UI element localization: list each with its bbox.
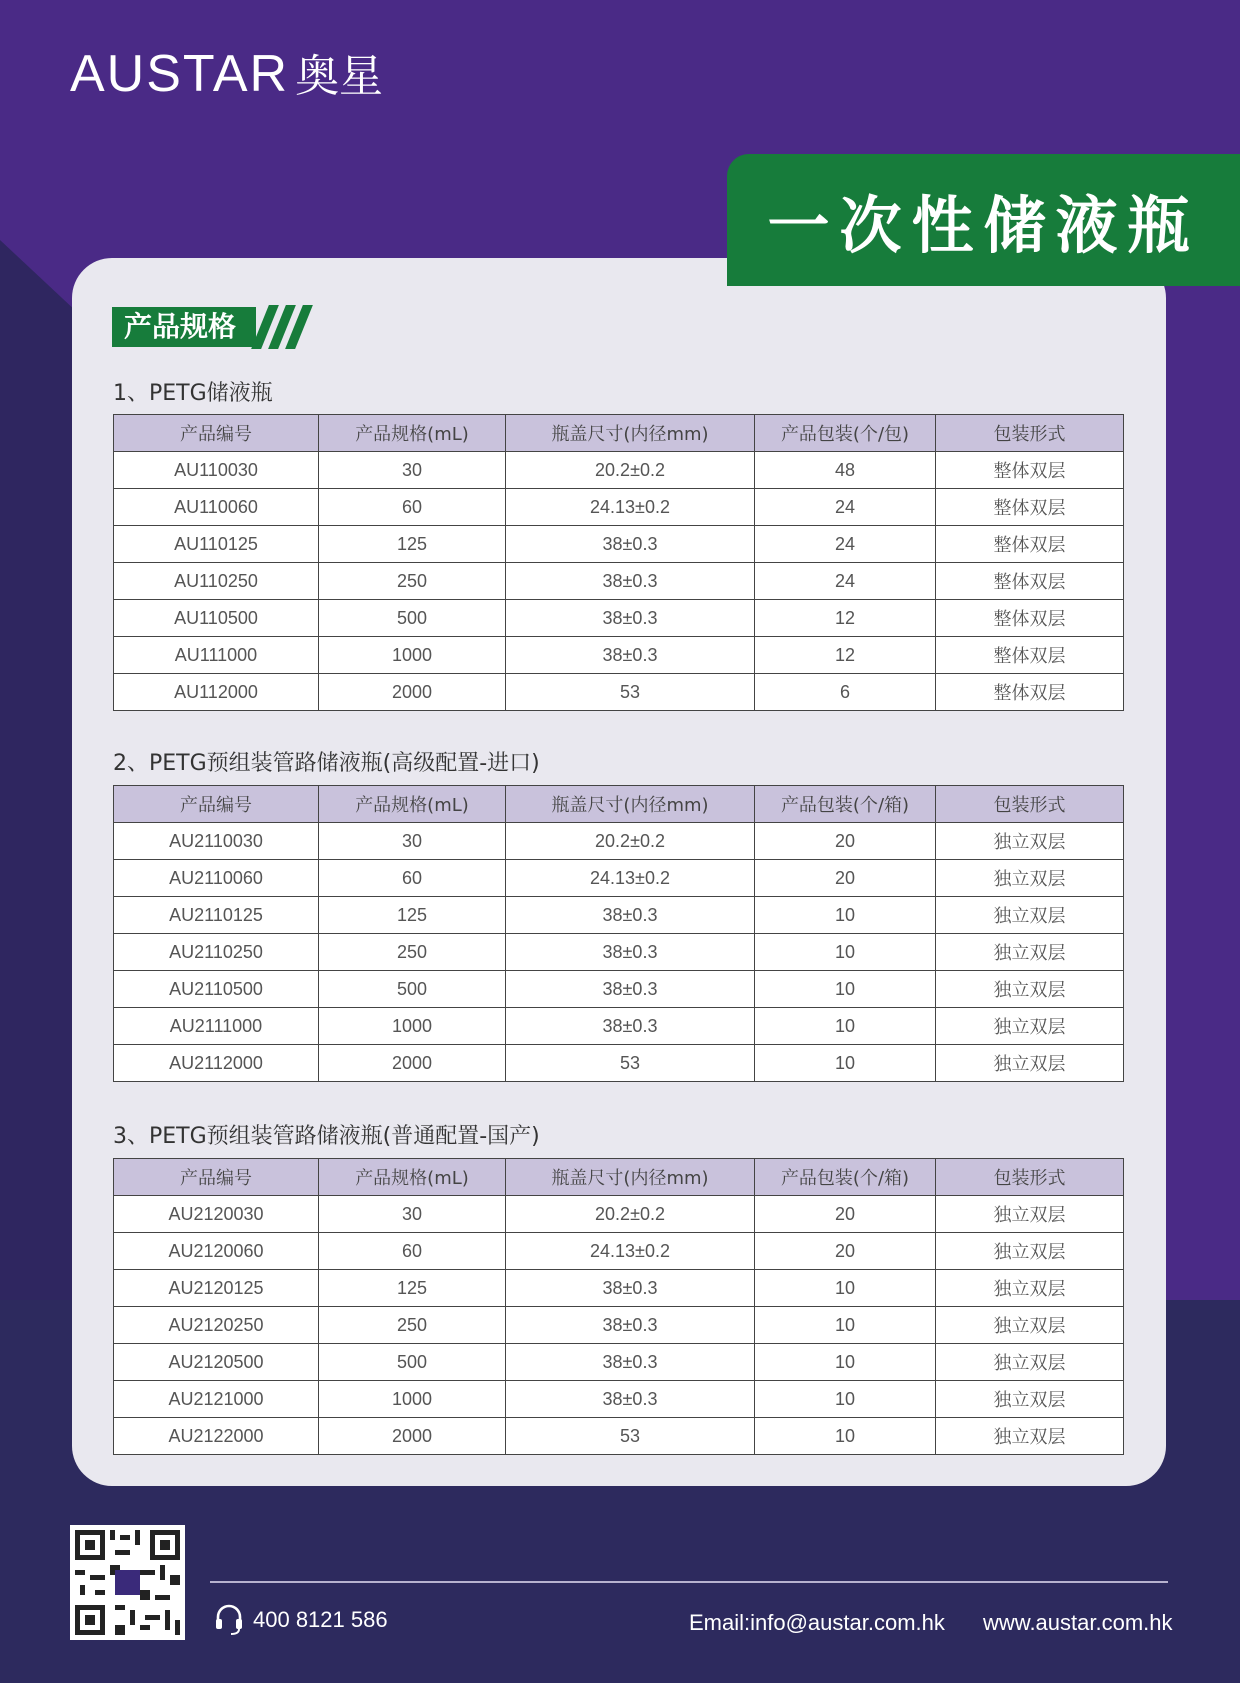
- table-cell: 125: [319, 1270, 506, 1307]
- table-cell: AU110060: [114, 489, 319, 526]
- spec-table-2: [113, 785, 1124, 1082]
- table-row: [114, 1307, 1124, 1344]
- section-title-2: 2、PETG预组装管路储液瓶(高级配置-进口): [113, 751, 540, 776]
- table-cell: AU2120125: [114, 1270, 319, 1307]
- table-cell: 53: [506, 1045, 755, 1082]
- table-row: [114, 600, 1124, 637]
- column-header: 瓶盖尺寸(内径mm): [506, 415, 755, 452]
- table-cell: 10: [755, 934, 936, 971]
- table-header-row: [114, 1159, 1124, 1196]
- column-header: 产品规格(mL): [319, 786, 506, 823]
- table-cell: 30: [319, 823, 506, 860]
- table-cell: AU2120030: [114, 1196, 319, 1233]
- table-row: [114, 823, 1124, 860]
- table-cell: AU2120060: [114, 1233, 319, 1270]
- spec-table-1: [113, 414, 1124, 711]
- table-cell: AU110030: [114, 452, 319, 489]
- table-cell: 整体双层: [936, 526, 1124, 563]
- table-cell: 53: [506, 1418, 755, 1455]
- table-cell: 10: [755, 897, 936, 934]
- column-header: 产品包装(个/箱): [755, 1159, 936, 1196]
- table-cell: AU2111000: [114, 1008, 319, 1045]
- table-cell: 500: [319, 600, 506, 637]
- spec-tag-label: 产品规格: [112, 307, 256, 347]
- table-cell: 12: [755, 637, 936, 674]
- table-row: [114, 526, 1124, 563]
- table-row: [114, 452, 1124, 489]
- table-row: [114, 563, 1124, 600]
- table-cell: 1000: [319, 1381, 506, 1418]
- table-cell: AU2112000: [114, 1045, 319, 1082]
- table-cell: AU110500: [114, 600, 319, 637]
- table-cell: 6: [755, 674, 936, 711]
- page-title: 一次性储液瓶: [767, 188, 1200, 262]
- column-header: 瓶盖尺寸(内径mm): [506, 1159, 755, 1196]
- table-cell: AU112000: [114, 674, 319, 711]
- table-cell: 20.2±0.2: [506, 823, 755, 860]
- table-cell: 24.13±0.2: [506, 860, 755, 897]
- table-cell: 38±0.3: [506, 1270, 755, 1307]
- footer-divider: [210, 1581, 1168, 1583]
- table-cell: 38±0.3: [506, 526, 755, 563]
- table-cell: 38±0.3: [506, 1008, 755, 1045]
- table-cell: 10: [755, 1270, 936, 1307]
- table-cell: 24: [755, 526, 936, 563]
- table-cell: 整体双层: [936, 674, 1124, 711]
- table-cell: 60: [319, 1233, 506, 1270]
- table-row: [114, 1270, 1124, 1307]
- table-cell: 20.2±0.2: [506, 1196, 755, 1233]
- table-cell: 10: [755, 1307, 936, 1344]
- table-row: [114, 489, 1124, 526]
- table-cell: 10: [755, 1045, 936, 1082]
- table-row: [114, 1381, 1124, 1418]
- column-header: 产品包装(个/箱): [755, 786, 936, 823]
- table-cell: 独立双层: [936, 823, 1124, 860]
- table-row: [114, 1233, 1124, 1270]
- table-cell: 24.13±0.2: [506, 1233, 755, 1270]
- table-cell: 独立双层: [936, 860, 1124, 897]
- table-cell: 38±0.3: [506, 1381, 755, 1418]
- table-cell: 2000: [319, 674, 506, 711]
- table-cell: 24: [755, 489, 936, 526]
- table-header-row: [114, 786, 1124, 823]
- table-cell: 38±0.3: [506, 971, 755, 1008]
- spec-table-3: [113, 1158, 1124, 1455]
- table-cell: 20: [755, 860, 936, 897]
- table-cell: 250: [319, 1307, 506, 1344]
- table-cell: 20: [755, 1233, 936, 1270]
- table-cell: 10: [755, 1008, 936, 1045]
- column-header: 瓶盖尺寸(内径mm): [506, 786, 755, 823]
- table-cell: 500: [319, 1344, 506, 1381]
- table-cell: 38±0.3: [506, 600, 755, 637]
- section-title-3: 3、PETG预组装管路储液瓶(普通配置-国产): [113, 1124, 540, 1149]
- table-cell: 48: [755, 452, 936, 489]
- table-cell: 独立双层: [936, 1045, 1124, 1082]
- table-cell: 独立双层: [936, 1196, 1124, 1233]
- table-cell: 30: [319, 452, 506, 489]
- table-row: [114, 971, 1124, 1008]
- table-cell: AU2110500: [114, 971, 319, 1008]
- table-cell: 12: [755, 600, 936, 637]
- column-header: 产品包装(个/包): [755, 415, 936, 452]
- table-cell: 2000: [319, 1418, 506, 1455]
- table-cell: AU2122000: [114, 1418, 319, 1455]
- table-cell: 38±0.3: [506, 1344, 755, 1381]
- table-cell: 独立双层: [936, 1233, 1124, 1270]
- table-cell: 独立双层: [936, 897, 1124, 934]
- logo-en: AUSTAR: [70, 45, 290, 103]
- table-cell: 38±0.3: [506, 563, 755, 600]
- table-cell: 53: [506, 674, 755, 711]
- table-cell: 独立双层: [936, 1381, 1124, 1418]
- table-row: [114, 1196, 1124, 1233]
- table-cell: 独立双层: [936, 1344, 1124, 1381]
- table-row: [114, 1418, 1124, 1455]
- table-cell: 20.2±0.2: [506, 452, 755, 489]
- section-title-1: 1、PETG储液瓶: [113, 381, 273, 406]
- table-cell: 独立双层: [936, 1008, 1124, 1045]
- table-cell: 38±0.3: [506, 897, 755, 934]
- table-cell: 整体双层: [936, 489, 1124, 526]
- table-row: [114, 637, 1124, 674]
- logo-cn: 奥星: [295, 51, 384, 102]
- table-cell: 整体双层: [936, 637, 1124, 674]
- table-cell: 1000: [319, 637, 506, 674]
- table-cell: AU2110030: [114, 823, 319, 860]
- table-row: [114, 1344, 1124, 1381]
- table-row: [114, 934, 1124, 971]
- column-header: 包装形式: [936, 1159, 1124, 1196]
- qr-code-icon: [70, 1525, 185, 1640]
- column-header: 产品编号: [114, 1159, 319, 1196]
- table-row: [114, 674, 1124, 711]
- spec-tag: [112, 307, 304, 347]
- table-cell: 60: [319, 860, 506, 897]
- table-cell: 整体双层: [936, 563, 1124, 600]
- column-header: 产品编号: [114, 415, 319, 452]
- column-header: 包装形式: [936, 415, 1124, 452]
- table-cell: 38±0.3: [506, 934, 755, 971]
- table-cell: 38±0.3: [506, 637, 755, 674]
- table-cell: 20: [755, 823, 936, 860]
- table-row: [114, 860, 1124, 897]
- table-cell: 独立双层: [936, 1270, 1124, 1307]
- table-cell: AU110250: [114, 563, 319, 600]
- table-cell: 250: [319, 563, 506, 600]
- table-cell: 独立双层: [936, 971, 1124, 1008]
- table-cell: 整体双层: [936, 452, 1124, 489]
- table-cell: 10: [755, 1381, 936, 1418]
- table-cell: AU2110060: [114, 860, 319, 897]
- table-row: [114, 1008, 1124, 1045]
- table-cell: 60: [319, 489, 506, 526]
- table-cell: AU2120500: [114, 1344, 319, 1381]
- headset-icon: [214, 1603, 244, 1637]
- column-header: 包装形式: [936, 786, 1124, 823]
- table-cell: 独立双层: [936, 934, 1124, 971]
- table-cell: AU111000: [114, 637, 319, 674]
- website-link[interactable]: www.austar.com.hk: [983, 1610, 1173, 1635]
- table-cell: 整体双层: [936, 600, 1124, 637]
- title-banner: [727, 154, 1240, 286]
- table-header-row: [114, 415, 1124, 452]
- phone-number: 400 8121 586: [253, 1607, 388, 1632]
- column-header: 产品编号: [114, 786, 319, 823]
- table-cell: 1000: [319, 1008, 506, 1045]
- table-cell: 24: [755, 563, 936, 600]
- slash-decoration: [260, 305, 304, 349]
- table-cell: 24.13±0.2: [506, 489, 755, 526]
- table-cell: 独立双层: [936, 1307, 1124, 1344]
- table-cell: AU2120250: [114, 1307, 319, 1344]
- table-cell: AU110125: [114, 526, 319, 563]
- email-address[interactable]: Email:info@austar.com.hk: [689, 1610, 945, 1635]
- table-cell: 独立双层: [936, 1418, 1124, 1455]
- table-cell: 10: [755, 1344, 936, 1381]
- table-cell: 500: [319, 971, 506, 1008]
- table-cell: 30: [319, 1196, 506, 1233]
- table-cell: AU2110125: [114, 897, 319, 934]
- table-cell: 2000: [319, 1045, 506, 1082]
- table-cell: AU2110250: [114, 934, 319, 971]
- table-cell: 20: [755, 1196, 936, 1233]
- table-row: [114, 897, 1124, 934]
- table-cell: AU2121000: [114, 1381, 319, 1418]
- table-row: [114, 1045, 1124, 1082]
- table-cell: 125: [319, 897, 506, 934]
- table-cell: 10: [755, 971, 936, 1008]
- table-cell: 10: [755, 1418, 936, 1455]
- table-cell: 125: [319, 526, 506, 563]
- column-header: 产品规格(mL): [319, 1159, 506, 1196]
- table-cell: 250: [319, 934, 506, 971]
- column-header: 产品规格(mL): [319, 415, 506, 452]
- table-cell: 38±0.3: [506, 1307, 755, 1344]
- brand-logo: [70, 40, 383, 104]
